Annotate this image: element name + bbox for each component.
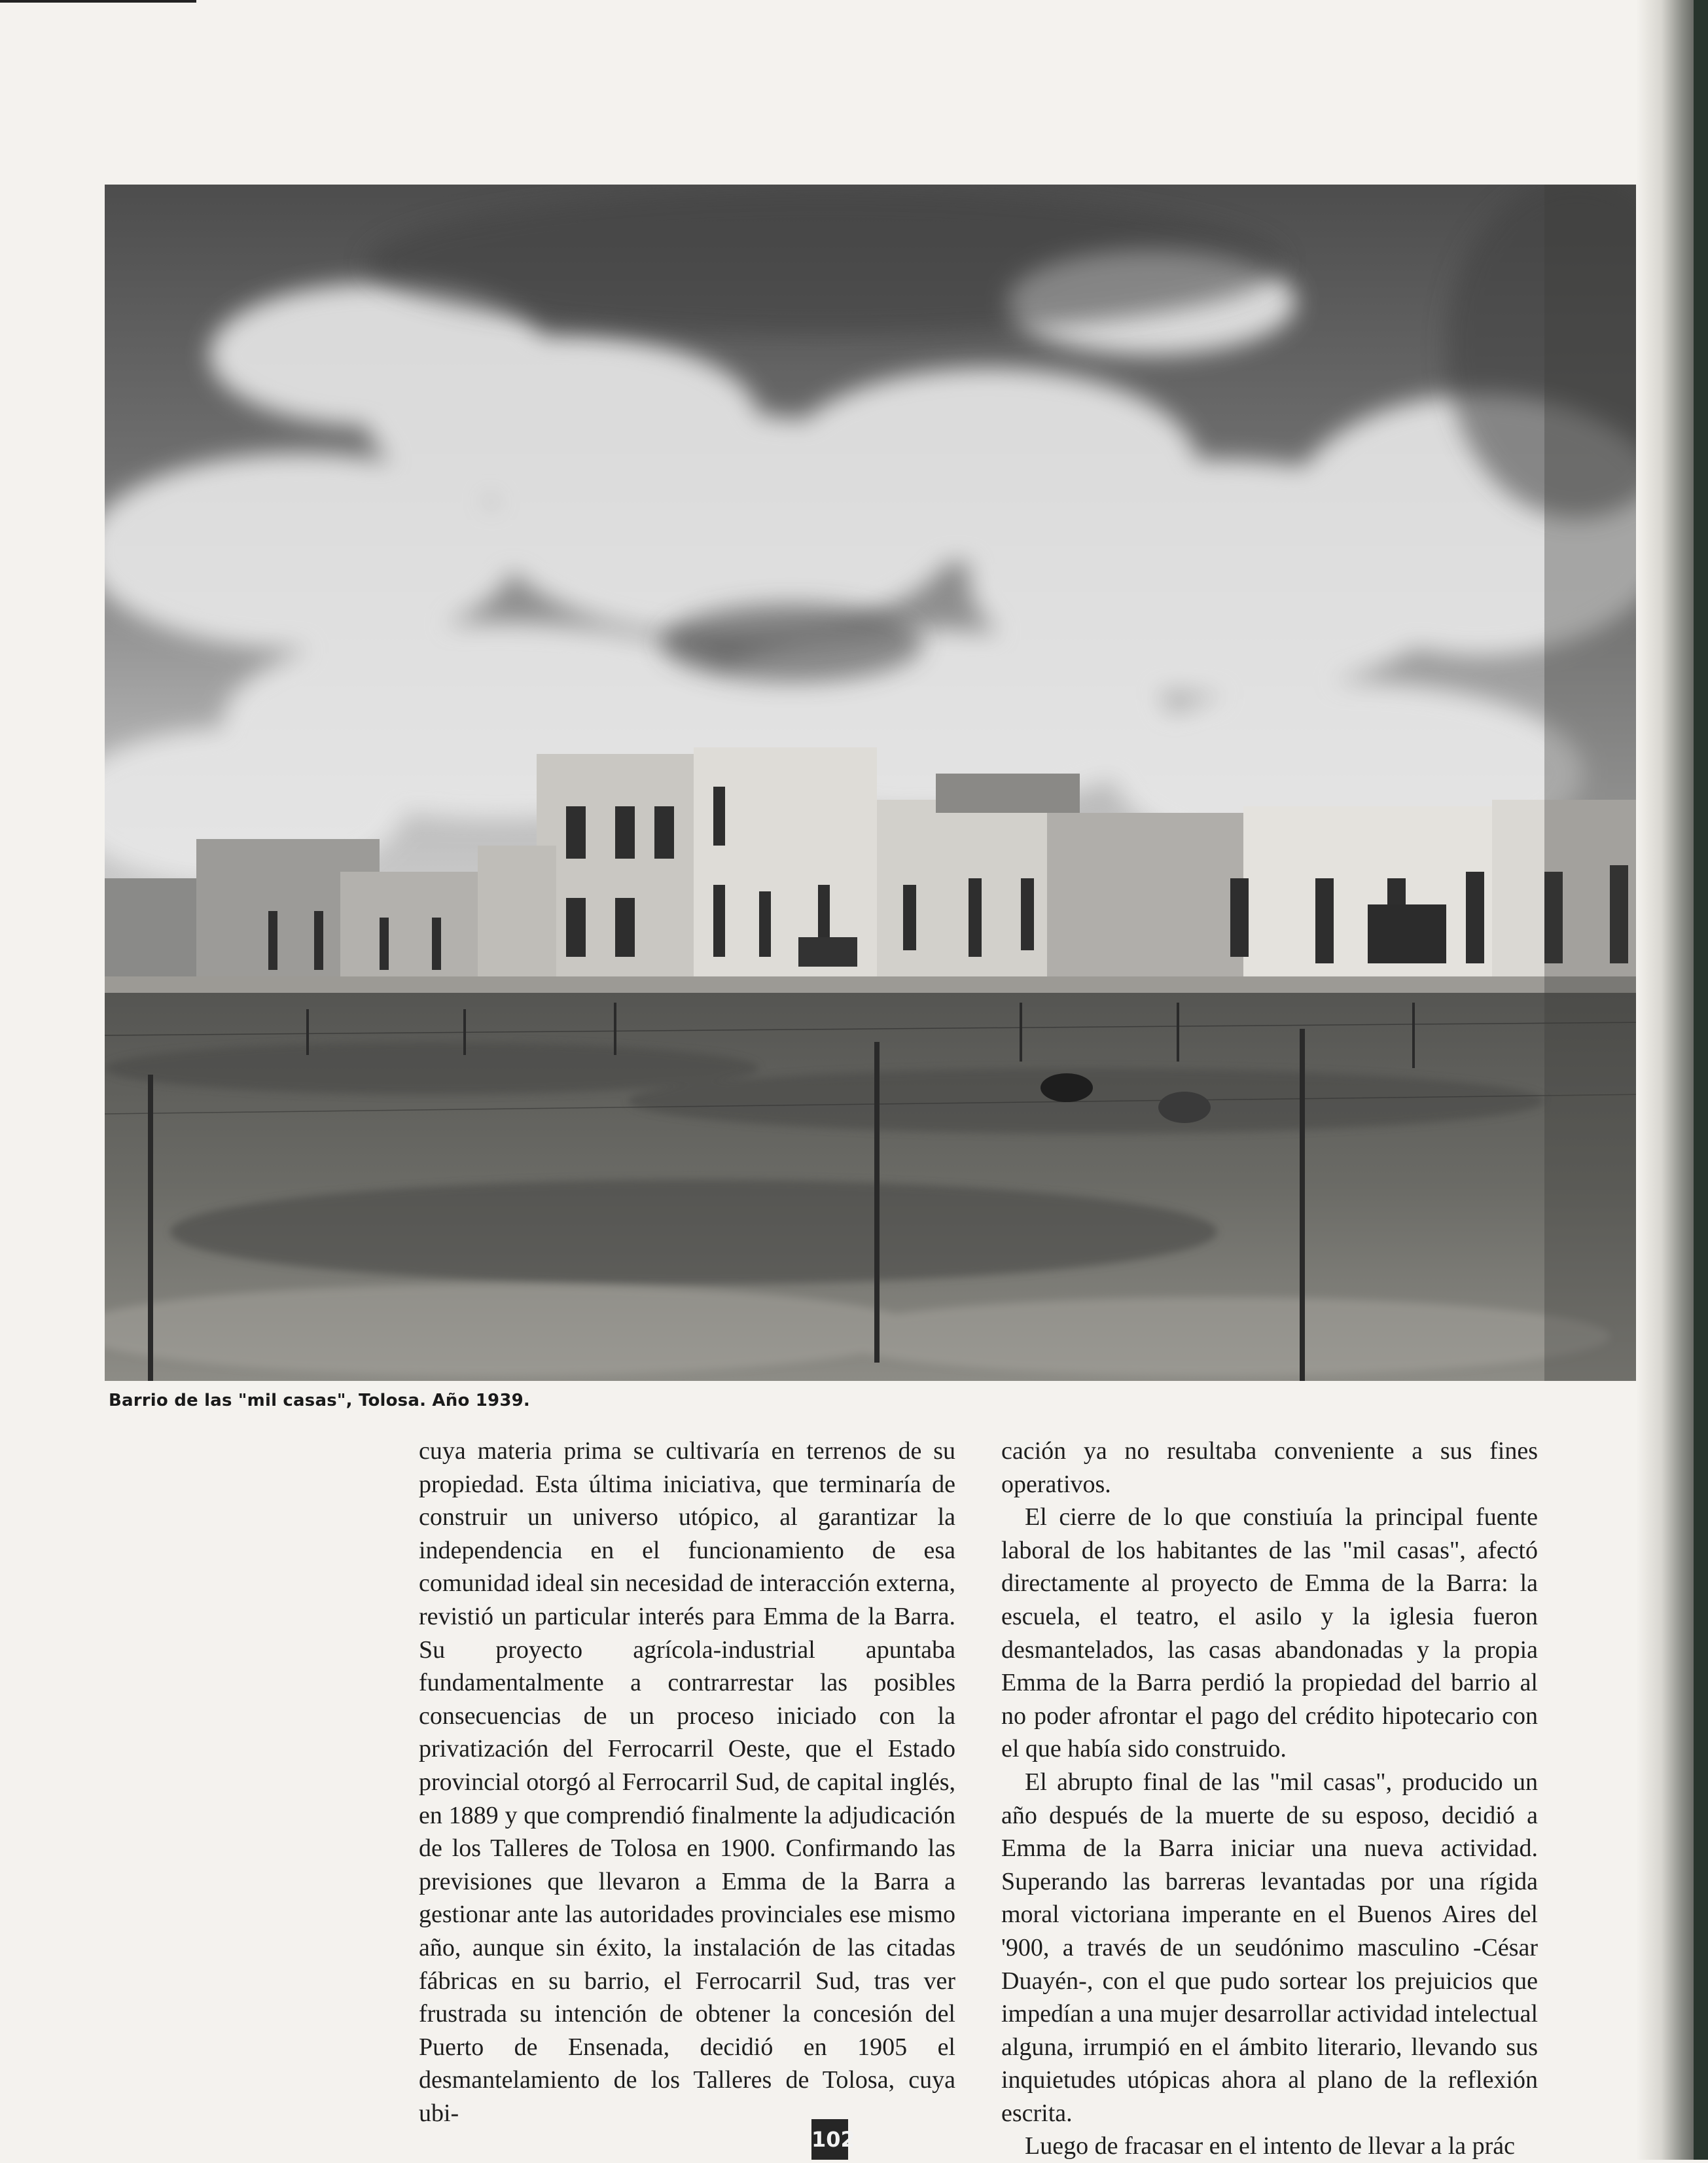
paragraph: cuya materia prima se cultivaría en terrenos de su propiedad. Esta última iniciativa, que terminaría de construir un universo utópico, al garantizar la independencia en el funcionamiento de esa comunidad ideal sin necesidad de interacción externa, revistió un particular interés para Emma de la Barra. Su proyecto agrícola-industrial apuntaba fundamentalmente a contrarrestar las posibles consecuencias de un proceso iniciado con la privatización del Ferrocarril Oeste, que el Estado provincial otorgó al Ferrocarril Sud, de capital inglés, en 1889 y que comprendió finalmente la adjudicación de los Talleres de Tolosa en 1900. Confirmando las previsiones que llevaron a Emma de la Barra a gestionar ante las autoridades provinciales ese mismo año, aunque sin éxito, la instalación de las citadas fábricas en su barrio, el Ferrocarril Sud, tras ver frustrada su intención de obtener la concesión del Puerto de Ensenada, decidió en 1905 el desmantelamiento de los Talleres de Tolosa, cuya ubi- xyxy=(419,1437,955,2127)
text-column-right xyxy=(1001,1435,1538,2163)
binding-strip xyxy=(1694,0,1708,2160)
page-number: 102 xyxy=(811,2119,848,2160)
historical-photograph xyxy=(105,185,1649,1381)
paragraph: Luego de fracasar en el intento de llevar a la prác xyxy=(1025,2132,1516,2160)
photo-caption: Barrio de las "mil casas", Tolosa. Año 1939. xyxy=(109,1391,531,1410)
paragraph: El abrupto final de las "mil casas", producido un año después de la muerte de su esposo, decidió a Emma de la Barra iniciar una nueva actividad. Superando las barreras levantadas por una rígida moral victoriana imperante en el Buenos Aires del '900, a través de un seudónimo masculino -César Duayén-, con el que pudo sortear los prejuicios que impedían a una mujer desarrollar actividad intelectual alguna, irrumpió en el ámbito literario, llevando sus inquietudes utópicas ahora al plano de la reflexión escrita. xyxy=(1001,1768,1538,2127)
text-column-left xyxy=(419,1435,955,2130)
top-rule xyxy=(0,0,196,3)
photograph-icon xyxy=(105,185,1649,1381)
paragraph: cación ya no resultaba conveniente a sus fines operativos. xyxy=(1001,1437,1538,1498)
paragraph: El cierre de lo que constiuía la principal fuente laboral de los habitantes de las "mil casas", afectó directamente al proyecto de Emma de la Barra: la escuela, el teatro, el asilo y la iglesia fueron desmantelados, las casas abandonadas y la propia Emma de la Barra perdió la propiedad del barrio al no poder afrontar el pago del crédito hipotecario con el que había sido construido. xyxy=(1001,1503,1538,1763)
